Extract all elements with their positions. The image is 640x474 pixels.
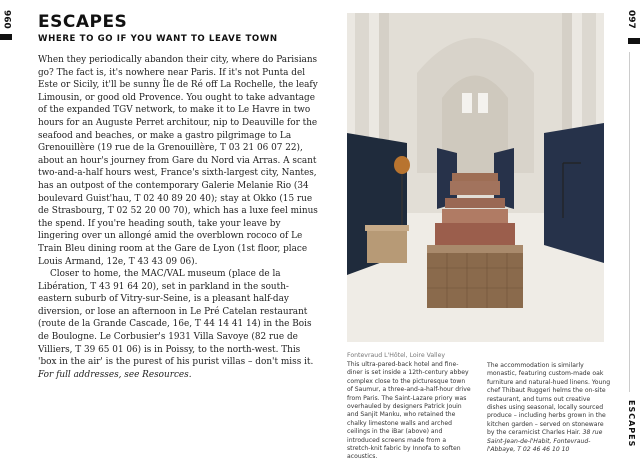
right-page-number: 097 bbox=[626, 10, 636, 29]
right-margin-rule bbox=[629, 52, 630, 392]
right-margin bbox=[618, 0, 640, 474]
left-page-number: 096 bbox=[4, 10, 14, 29]
abbey-interior-illustration bbox=[347, 13, 604, 342]
caption-text-1: This ultra-pared-back hotel and fine-diner is set inside a 12th-century abbey complex close to the picturesque town of Saumur, a three-and-a-half-hour drive from Paris. The Saint-Lazare priory was overhauled by designers Patrick Jouin and Sanjit Manku, who retained the chalky limestone walls and arched ceilings in the iBar (above) and introduced screens made from a stretch-knit fabric by Innofa to soften acoustics. bbox=[347, 361, 471, 461]
page-subtitle: WHERE TO GO IF YOU WANT TO LEAVE TOWN bbox=[38, 34, 278, 44]
page-title: ESCAPES bbox=[38, 12, 128, 32]
resources-note: For full addresses, see Resources. bbox=[38, 369, 192, 380]
caption-title: Fontevraud L'Hôtel, Loire Valley bbox=[347, 352, 446, 359]
caption-address: 38 rue Saint-Jean-de-l'Habit, Fontevraud-l'Abbaye, T 02 46 46 10 10 bbox=[487, 429, 603, 454]
left-tab-bar bbox=[0, 34, 12, 40]
caption-text-2-main: The accommodation is similarly monastic, featuring custom-made oak furniture and natural-hued linens. Young chef Thibaut Ruggeri helms the on-site restaurant, and turns out creative dishes using seasonal, locally sourced produce – including herbs grown in the kitchen garden – served on stoneware by the ceramicist Charles Hair. bbox=[487, 362, 611, 437]
right-tab-bar bbox=[628, 38, 640, 44]
paragraph-2: Closer to home, the MAC/VAL museum (place de la Libération, T 43 91 64 20), set in parkland in the south-eastern suburb of Vitry-sur-Seine, is a pleasant half-day diversion, or lose an afternoon in Le Pré Catelan restaurant (route de la Grande Cascade, 16e, T 44 14 41 14) in the Bois de Boulogne. Le Corbusier's 1931 Villa Savoye (82 rue de Villiers, T 39 65 01 06) is in Poissy, to the north-west. This 'box in the air' is the purest of his purist villas – don't miss it. bbox=[38, 269, 314, 368]
caption-column-1 bbox=[347, 352, 471, 462]
left-page bbox=[38, 12, 320, 381]
paragraph-1: When they periodically abandon their city, where do Parisians go? The fact is, it's nowhere near Paris. If it's not Punta del Este or Sicily, it'll be sunny Île de Ré off La Rochelle, the leafy Limousin, or good old Provence. You ought to take advantage of the expanded TGV network, to make it to Le Havre in two hours for an Auguste Perret architour, nip to Deauville for the seafood and beaches, or make a gastro pilgrimage to La Grenouillère (19 rue de la Grenouillère, T 03 21 06 07 22), about an hour's journey from Gare du Nord via Arras. A scant two-and-a-half hours west, France's sixth-largest city, Nantes, has an outpost of the contemporary Galerie Melanie Rio (34 boulevard Guist'hau, T 02 40 89 20 40); stay at Okko (15 rue de Strasbourg, T 02 52 20 00 70), which has a luxe feel minus the spend. If you're heading south, take your leave by lingering over un allongé amid the overblown rococo of Le Train Bleu dining room at the Gare de Lyon (1st floor, place Louis Armand, 12e, T 43 43 09 06). bbox=[38, 55, 318, 267]
left-margin bbox=[0, 0, 22, 474]
caption-text-2 bbox=[487, 362, 611, 454]
article-body bbox=[38, 54, 320, 381]
running-head: ESCAPES bbox=[627, 400, 636, 448]
caption-column-2 bbox=[487, 362, 611, 454]
abbey-interior-photo bbox=[347, 13, 604, 342]
